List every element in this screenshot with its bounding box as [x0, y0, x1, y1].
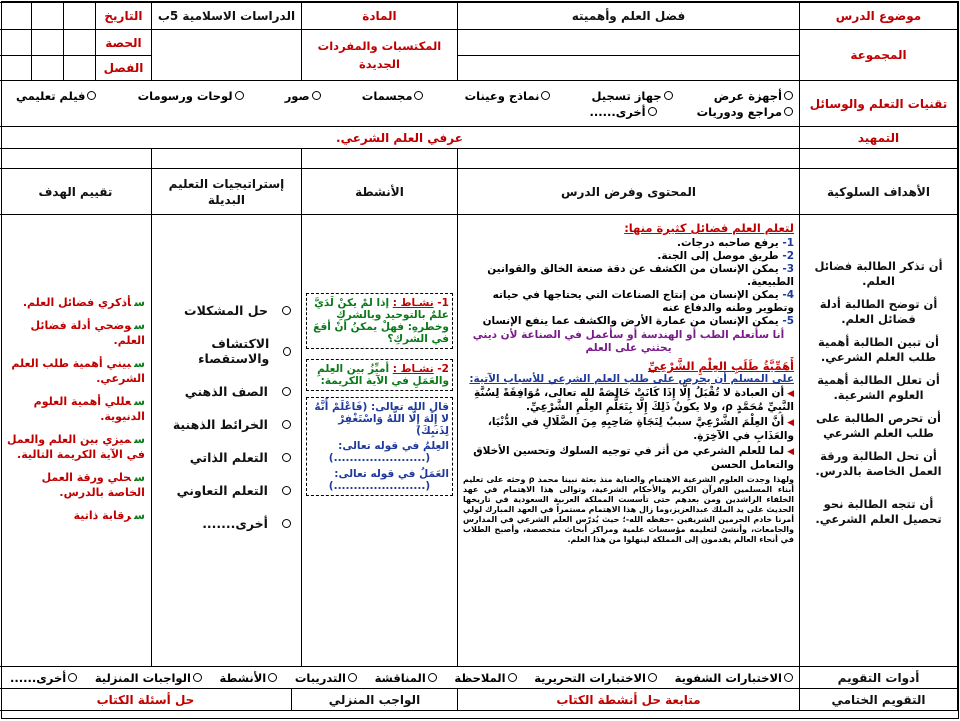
objective: أن تبين الطالبة أهمية طلب العلم الشرعي.	[818, 335, 939, 364]
radio-icon	[428, 673, 437, 682]
assessment-item: سعللي أهمية العلوم الدنيوية.	[33, 395, 145, 423]
triangle-bullet-icon: ◀	[787, 447, 794, 457]
radio-icon	[784, 107, 793, 116]
strategy-item: التعلم الذاتي	[162, 450, 291, 465]
objective: أن توضح الطالبة أدلة فضائل العلم.	[819, 297, 938, 326]
circle-bullet-icon	[282, 453, 291, 462]
media-option[interactable]: لوحات ورسومات	[138, 89, 244, 103]
radio-icon	[193, 673, 202, 682]
assessment-item: سوضحي أدلة فضائل العلم.	[30, 319, 145, 347]
objective: أن تعلل الطالبة أهمية العلوم الشرعية.	[817, 373, 940, 402]
circle-bullet-icon	[282, 306, 291, 315]
list-item: 4- يمكن الإنسان من إنتاج الصناعات التي يحتاجها في حياته وتطوير وطنه والدفاع عنه	[492, 289, 794, 314]
strategies-cell	[151, 215, 301, 667]
activities-cell	[301, 215, 457, 667]
radio-icon	[235, 91, 244, 100]
content-heading-2: أَهَمِّيَّةُ طَلَبِ العِلْمِ الشَّرْعِيِّ	[647, 359, 794, 373]
intro-label: التمهيد	[800, 127, 958, 149]
media-row-1	[4, 88, 795, 104]
media-option[interactable]: مراجع ودوريات	[697, 105, 793, 119]
objective: أن تتجه الطالبة نحو تحصيل العلم الشرعي.	[815, 497, 942, 526]
group-label: المجموعة	[800, 30, 958, 81]
tool-option[interactable]: المناقشة	[375, 671, 437, 685]
list-item: 3- يمكن الإنسان من الكشف عن دقة صنعة الخالق والقوانين الطبيعية.	[487, 263, 794, 288]
assessment-item: سميزي بين العلم والعمل في الآية الكريمة التالية.	[6, 433, 145, 461]
period-label: الحصة	[95, 30, 151, 55]
radio-icon	[648, 673, 657, 682]
circle-bullet-icon	[282, 420, 291, 429]
radio-icon	[87, 91, 96, 100]
col-assessment: تقييم الهدف	[0, 169, 151, 215]
content-heading-2b: على المسلم أن يحرص على طلب العلم الشرعي للأسباب الآتية:	[469, 373, 794, 385]
media-label: تقنيات التعلم والوسائل	[800, 81, 958, 127]
lesson-table	[0, 2, 958, 711]
media-option[interactable]: جهاز تسجيل	[592, 89, 673, 103]
content-heading-1: لتعلم العلم فضائل كثيرة منها:	[624, 221, 794, 235]
triangle-bullet-icon: ◀	[787, 389, 794, 399]
tool-option[interactable]: أخرى......	[10, 671, 77, 685]
final-follow: متابعة حل أنشطة الكتاب	[457, 689, 799, 711]
col-strategies: إستراتيجيات التعليم البديلة	[151, 169, 301, 215]
radio-icon	[312, 91, 321, 100]
radio-icon	[68, 673, 77, 682]
list-item: 1- يرفع صاحبه درجات.	[677, 237, 794, 249]
circle-bullet-icon	[283, 347, 291, 356]
tool-option[interactable]: الاختبارات التحريرية	[534, 671, 657, 685]
circle-bullet-icon	[282, 519, 291, 528]
tool-option[interactable]: التدريبات	[295, 671, 357, 685]
strategy-item: الصف الذهني	[162, 384, 291, 399]
list-item: 2- طريق موصل إلى الجنة.	[657, 250, 794, 262]
reason-item: ◀أنَّ العِلْمَ الشَّرْعِيَّ سببٌ لِنَجَاةِ صَاحِبِهِ مِنَ الضَّلَالِ في الدُّنْيَا، والعَذَابِ في الآخِرَةِ.	[487, 416, 794, 442]
topic-value: فضل العلم وأهميته	[457, 3, 799, 30]
assessment-item: سبيني أهمية طلب العلم الشرعي.	[11, 357, 145, 385]
media-option[interactable]: نماذج وعينات	[465, 89, 551, 103]
list-item: 5- يمكن الإنسان من عمارة الأرض والكشف عما ينفع الإنسان	[482, 315, 794, 327]
radio-icon	[414, 91, 423, 100]
radio-icon	[541, 91, 550, 100]
col-objectives: الأهداف السلوكية	[800, 169, 958, 215]
lesson-plan	[1, 1, 959, 719]
media-option[interactable]: مجسمات	[362, 89, 424, 103]
media-option[interactable]: فيلم تعليمي	[16, 89, 96, 103]
activity-2-verse: قال الله تعالى: (فَاعْلَمْ أَنَّهُ لا إِلَهَ إِلَّا اللَّهُ وَاسْتَغْفِرْ لِذَنبِكَ) العِلمُ في قوله تعالى: (.......................) العَمَلُ في قوله تعالى: (.......................)	[306, 397, 453, 496]
col-activities: الأنشطة	[301, 169, 457, 215]
intro-text: عرفي العلم الشرعي.	[0, 127, 800, 149]
subject-value: الدراسات الاسلامية 5ب	[151, 3, 301, 30]
col-content: المحتوى وفرض الدرس	[457, 169, 799, 215]
assessment-item: سرقابة ذاتية	[73, 509, 145, 522]
tools-options	[4, 670, 795, 686]
assessment-item: سحلي ورقة العمل الخاصة بالدرس.	[41, 471, 145, 499]
media-option[interactable]: أجهزة عرض	[714, 89, 793, 103]
objective: أن تحل الطالبة ورقة العمل الخاصة بالدرس.	[815, 449, 942, 478]
objective: أن تذكر الطالبة فضائل العلم.	[814, 259, 943, 288]
media-option[interactable]: صور	[285, 89, 321, 103]
tool-option[interactable]: الاختبارات الشفوية	[675, 671, 793, 685]
final-label: التقويم الختامي	[800, 689, 958, 711]
strategy-item: حل المشكلات	[162, 303, 291, 318]
virtues-list	[463, 237, 794, 328]
triangle-bullet-icon: ◀	[787, 418, 794, 428]
final-homework: الواجب المنزلي	[291, 689, 457, 711]
strategy-item: الاكتشاف والاستقصاء	[162, 336, 291, 366]
content-paragraph: ولهذا وجدت العلوم الشرعية الاهتمام والعناية منذ بعثة نبينا محمد ρ وحثه على تعليم أبناء المسلمين القرآن الكريم والأحكام الشرعية، وتوالى هذا الاهتمام في عهد الخلفاء الراشدين ومن بعدهم حتى تأسست المملكة العربية السعودية في تاريخها الحديث على يد الملك عبدالعزيز،وما زال هذا الاهتمام مستمراً في العهد المبارك لولي أمرنا خادم الحرمين الشريفين -حفظه الله-؛ حيث يُدرّس العلم الشرعي في المدارس والجامعات، وأنشئ لتعليمه مؤسسات علمية ومراكز أبحاث متخصصة، وأصبح الطلاب في أنحاء العالم يقدمون إلى المملكة لينهلوا من هذا العلم.	[462, 475, 795, 544]
reason-item: ◀أن العبادة لا تُقْبَلُ إِلَّا إِذَا كَانَتْ خَالِصَةً لله تعالى، مُوَافِقَةً لِسُنَّةِ النَّبِيِّ مُحَمَّدٍ ρ، ولا يكونُ ذَلِكَ إِلَّا بِتَعَلُّمِ العِلْمِ الشَّرْعِيِّ.	[474, 387, 794, 413]
tool-option[interactable]: الأنشطة	[220, 671, 278, 685]
radio-icon	[664, 91, 673, 100]
radio-icon	[648, 107, 657, 116]
content-cell	[457, 215, 799, 667]
tool-option[interactable]: الواجبات المنزلية	[95, 671, 202, 685]
radio-icon	[348, 673, 357, 682]
activity-2: 2- نشـاط : أميِّزُ بين العِلمِ والعَمَلِ في الآية الكريمة:	[306, 359, 453, 391]
strategy-item: الخرائط الذهنية	[162, 417, 291, 432]
vocab-label: المكتسبات والمفردات الجديدة	[301, 30, 457, 81]
strategy-item: أخرى.......	[162, 516, 291, 531]
reason-item: ◀لما للعلم الشرعي من أثر في توجيه السلوك وتحسين الأخلاق والتعامل الحسن	[473, 445, 794, 471]
tools-label: أدوات التقويم	[800, 667, 958, 689]
media-option[interactable]: أخرى......	[589, 105, 656, 119]
assessment-cell	[0, 215, 151, 667]
objectives-cell	[800, 215, 958, 667]
final-book: حل أسئلة الكتاب	[0, 689, 291, 711]
tool-option[interactable]: الملاحظة	[454, 671, 516, 685]
topic-label: موضوع الدرس	[800, 3, 958, 30]
date-label: التاريخ	[95, 3, 151, 29]
assessment-item: سأذكري فضائل العلم.	[22, 296, 145, 309]
content-purple-note: أنا سأتعلم الطب أو الهندسة أو سأعمل في الصناعة لأن ديني يحثني على العلم	[472, 329, 785, 354]
circle-bullet-icon	[282, 387, 291, 396]
strategy-item: التعلم التعاوني	[162, 483, 291, 498]
class-label: الفصل	[95, 56, 151, 80]
radio-icon	[784, 91, 793, 100]
radio-icon	[508, 673, 517, 682]
subject-label: المادة	[301, 3, 457, 30]
radio-icon	[268, 673, 277, 682]
radio-icon	[784, 673, 793, 682]
activity-1: 1- نشـاط : إذا لمْ يكنْ لَدَيَّ علمٌ بالتوحيد وبالشركِ وخطرهِ: فهلْ يمكنُ أنْ أقعَ في الشركِ؟	[306, 293, 453, 349]
circle-bullet-icon	[282, 486, 291, 495]
objective: أن تحرص الطالبة على طلب العلم الشرعي	[816, 411, 941, 440]
media-row-2	[4, 104, 795, 120]
